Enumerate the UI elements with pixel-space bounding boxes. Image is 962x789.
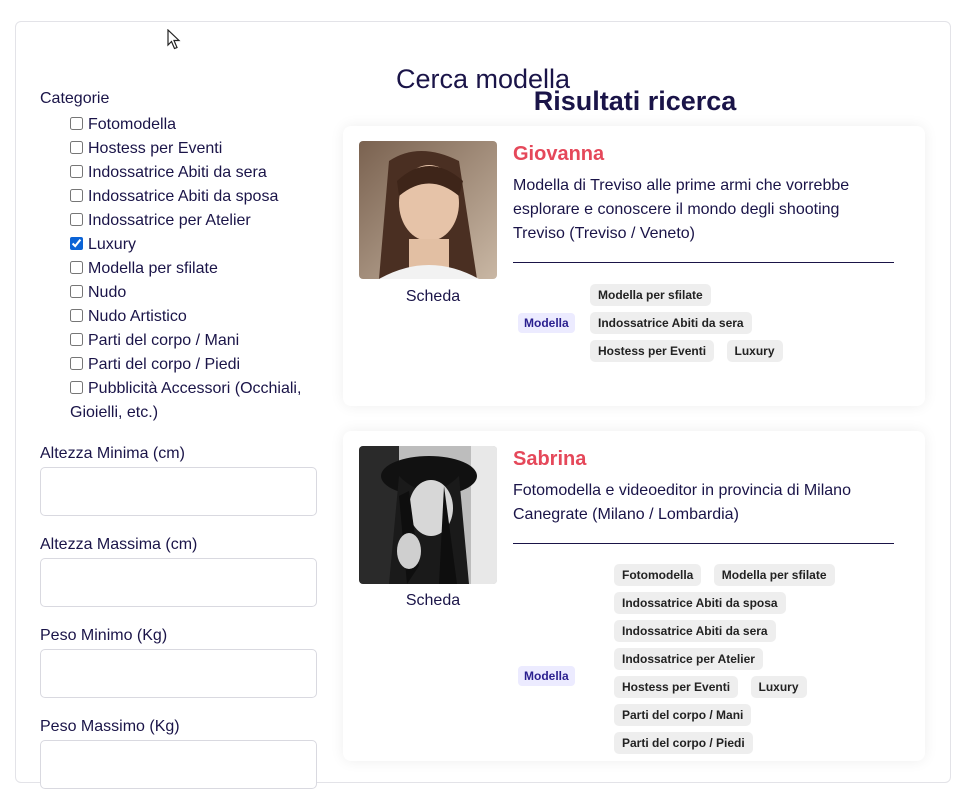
category-item[interactable] <box>70 233 330 257</box>
category-item[interactable] <box>70 281 330 305</box>
category-tag: Luxury <box>751 676 807 698</box>
category-label: Nudo Artistico <box>88 308 187 325</box>
height-max-label: Altezza Massima (cm) <box>40 536 198 553</box>
model-location: Treviso (Treviso / Veneto) <box>513 225 695 242</box>
search-filters <box>40 88 330 789</box>
category-checkbox[interactable] <box>70 237 83 250</box>
result-card <box>343 431 925 761</box>
category-item[interactable] <box>70 185 330 209</box>
category-tag: Indossatrice per Atelier <box>614 648 763 670</box>
category-tag: Parti del corpo / Mani <box>614 704 751 726</box>
height-max-input[interactable] <box>40 558 317 607</box>
category-label: Luxury <box>88 236 137 253</box>
category-checkbox[interactable] <box>70 381 83 394</box>
model-name[interactable]: Giovanna <box>513 143 605 165</box>
category-label: Indossatrice per Atelier <box>88 212 251 229</box>
category-label: Parti del corpo / Piedi <box>88 356 241 373</box>
model-name[interactable]: Sabrina <box>513 448 587 470</box>
divider <box>513 262 894 263</box>
profile-link[interactable]: Scheda <box>405 592 461 609</box>
category-checkbox[interactable] <box>70 309 83 322</box>
category-list <box>40 113 330 425</box>
tag-list <box>614 564 859 760</box>
weight-max-input[interactable] <box>40 740 317 789</box>
category-checkbox[interactable] <box>70 261 83 274</box>
category-item[interactable] <box>70 329 330 353</box>
category-item[interactable] <box>70 353 330 377</box>
category-tag: Parti del corpo / Piedi <box>614 732 753 754</box>
role-badge: Modella <box>518 313 575 333</box>
category-label: Hostess per Eventi <box>88 140 223 157</box>
category-tag: Modella per sfilate <box>590 284 711 306</box>
category-tag: Modella per sfilate <box>714 564 835 586</box>
category-tag: Indossatrice Abiti da sera <box>590 312 752 334</box>
category-label: Indossatrice Abiti da sera <box>88 164 267 181</box>
category-item[interactable] <box>40 377 330 425</box>
category-item[interactable] <box>70 161 330 185</box>
category-item[interactable] <box>70 209 330 233</box>
weight-min-label: Peso Minimo (Kg) <box>40 627 168 644</box>
category-item[interactable] <box>70 305 330 329</box>
category-label: Nudo <box>88 284 127 301</box>
divider <box>513 543 894 544</box>
category-checkbox[interactable] <box>70 117 83 130</box>
category-tag: Luxury <box>727 340 783 362</box>
category-label: Parti del corpo / Mani <box>88 332 240 349</box>
category-label: Fotomodella <box>88 116 177 133</box>
category-tag: Indossatrice Abiti da sposa <box>614 592 786 614</box>
weight-min-input[interactable] <box>40 649 317 698</box>
profile-photo[interactable] <box>359 141 497 279</box>
category-checkbox[interactable] <box>70 285 83 298</box>
category-checkbox[interactable] <box>70 333 83 346</box>
category-checkbox[interactable] <box>70 165 83 178</box>
profile-link[interactable]: Scheda <box>405 288 461 305</box>
model-location: Canegrate (Milano / Lombardia) <box>513 506 739 523</box>
category-item[interactable] <box>70 137 330 161</box>
category-item[interactable] <box>70 113 330 137</box>
category-tag: Hostess per Eventi <box>614 676 738 698</box>
role-badge: Modella <box>518 666 575 686</box>
profile-photo[interactable] <box>359 446 497 584</box>
model-description: Fotomodella e videoeditor in provincia di Milano <box>513 482 851 499</box>
category-checkbox[interactable] <box>70 213 83 226</box>
height-min-input[interactable] <box>40 467 317 516</box>
category-checkbox[interactable] <box>70 357 83 370</box>
page-title: Cerca modella <box>395 64 571 95</box>
mouse-cursor-icon <box>167 29 181 51</box>
result-card <box>343 126 925 406</box>
tag-list <box>590 284 800 368</box>
category-checkbox[interactable] <box>70 141 83 154</box>
category-item[interactable] <box>70 257 330 281</box>
category-tag: Indossatrice Abiti da sera <box>614 620 776 642</box>
category-label: Pubblicità Accessori (Occhiali, Gioielli, etc.) <box>70 380 302 421</box>
weight-max-label: Peso Massimo (Kg) <box>40 718 180 735</box>
categories-label: Categorie <box>40 90 110 107</box>
category-label: Modella per sfilate <box>88 260 218 277</box>
category-label: Indossatrice Abiti da sposa <box>88 188 279 205</box>
results-title: Risultati ricerca <box>533 86 737 116</box>
category-checkbox[interactable] <box>70 189 83 202</box>
model-description: Modella di Treviso alle prime armi che vorrebbe esplorare e conoscere il mondo degli shooting <box>513 177 850 218</box>
category-tag: Hostess per Eventi <box>590 340 714 362</box>
category-tag: Fotomodella <box>614 564 701 586</box>
height-min-label: Altezza Minima (cm) <box>40 445 185 462</box>
